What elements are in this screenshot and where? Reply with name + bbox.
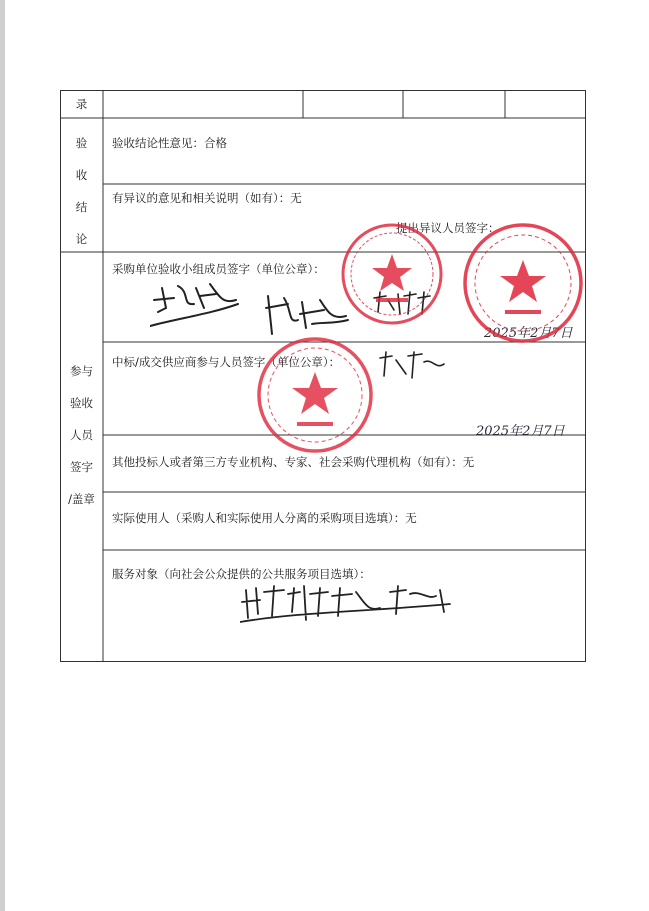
supplier-sign-label: 中标/成交供应商参与人员签字（单位公章）： xyxy=(112,355,341,369)
official-seal-3 xyxy=(256,336,374,454)
actual-user-label: 实际使用人（采购人和实际使用人分离的采购项目选填）：无 xyxy=(112,511,417,525)
participants-label-5: /盖章 xyxy=(68,492,95,506)
handwritten-signature-4 xyxy=(378,350,448,380)
objector-sign-label: 提出异议人员签字： xyxy=(396,221,500,235)
record-label: 录 xyxy=(75,97,88,111)
participants-label-4: 签字 xyxy=(70,460,93,474)
date-2: 2025年2月7日 xyxy=(476,424,565,439)
conclusion-opinion: 验收结论性意见：合格 xyxy=(112,136,227,150)
service-target-label: 服务对象（向社会公众提供的公共服务项目选填）： xyxy=(112,567,371,581)
group-sign-label: 采购单位验收小组成员签字（单位公章）： xyxy=(112,262,325,276)
official-seal-2 xyxy=(462,222,584,344)
official-seal-1 xyxy=(340,222,444,326)
conclusion-label-1: 验 xyxy=(75,136,88,150)
others-label: 其他投标人或者第三方专业机构、专家、社会采购代理机构（如有）：无 xyxy=(112,455,475,469)
scan-edge xyxy=(0,0,5,911)
handwritten-signature-2 xyxy=(262,290,352,340)
participants-label-2: 验收 xyxy=(70,396,93,410)
date-1: 2025年2月7日 xyxy=(484,326,573,341)
handwritten-signature-5 xyxy=(240,582,460,624)
conclusion-label-4: 论 xyxy=(75,232,88,246)
handwritten-signature-1 xyxy=(150,278,240,332)
participants-label-3: 人员 xyxy=(70,428,93,442)
objection-note: 有异议的意见和相关说明（如有）：无 xyxy=(112,191,302,205)
participants-label-1: 参与 xyxy=(70,364,93,378)
conclusion-label-2: 收 xyxy=(75,168,88,182)
conclusion-label-3: 结 xyxy=(75,200,88,214)
